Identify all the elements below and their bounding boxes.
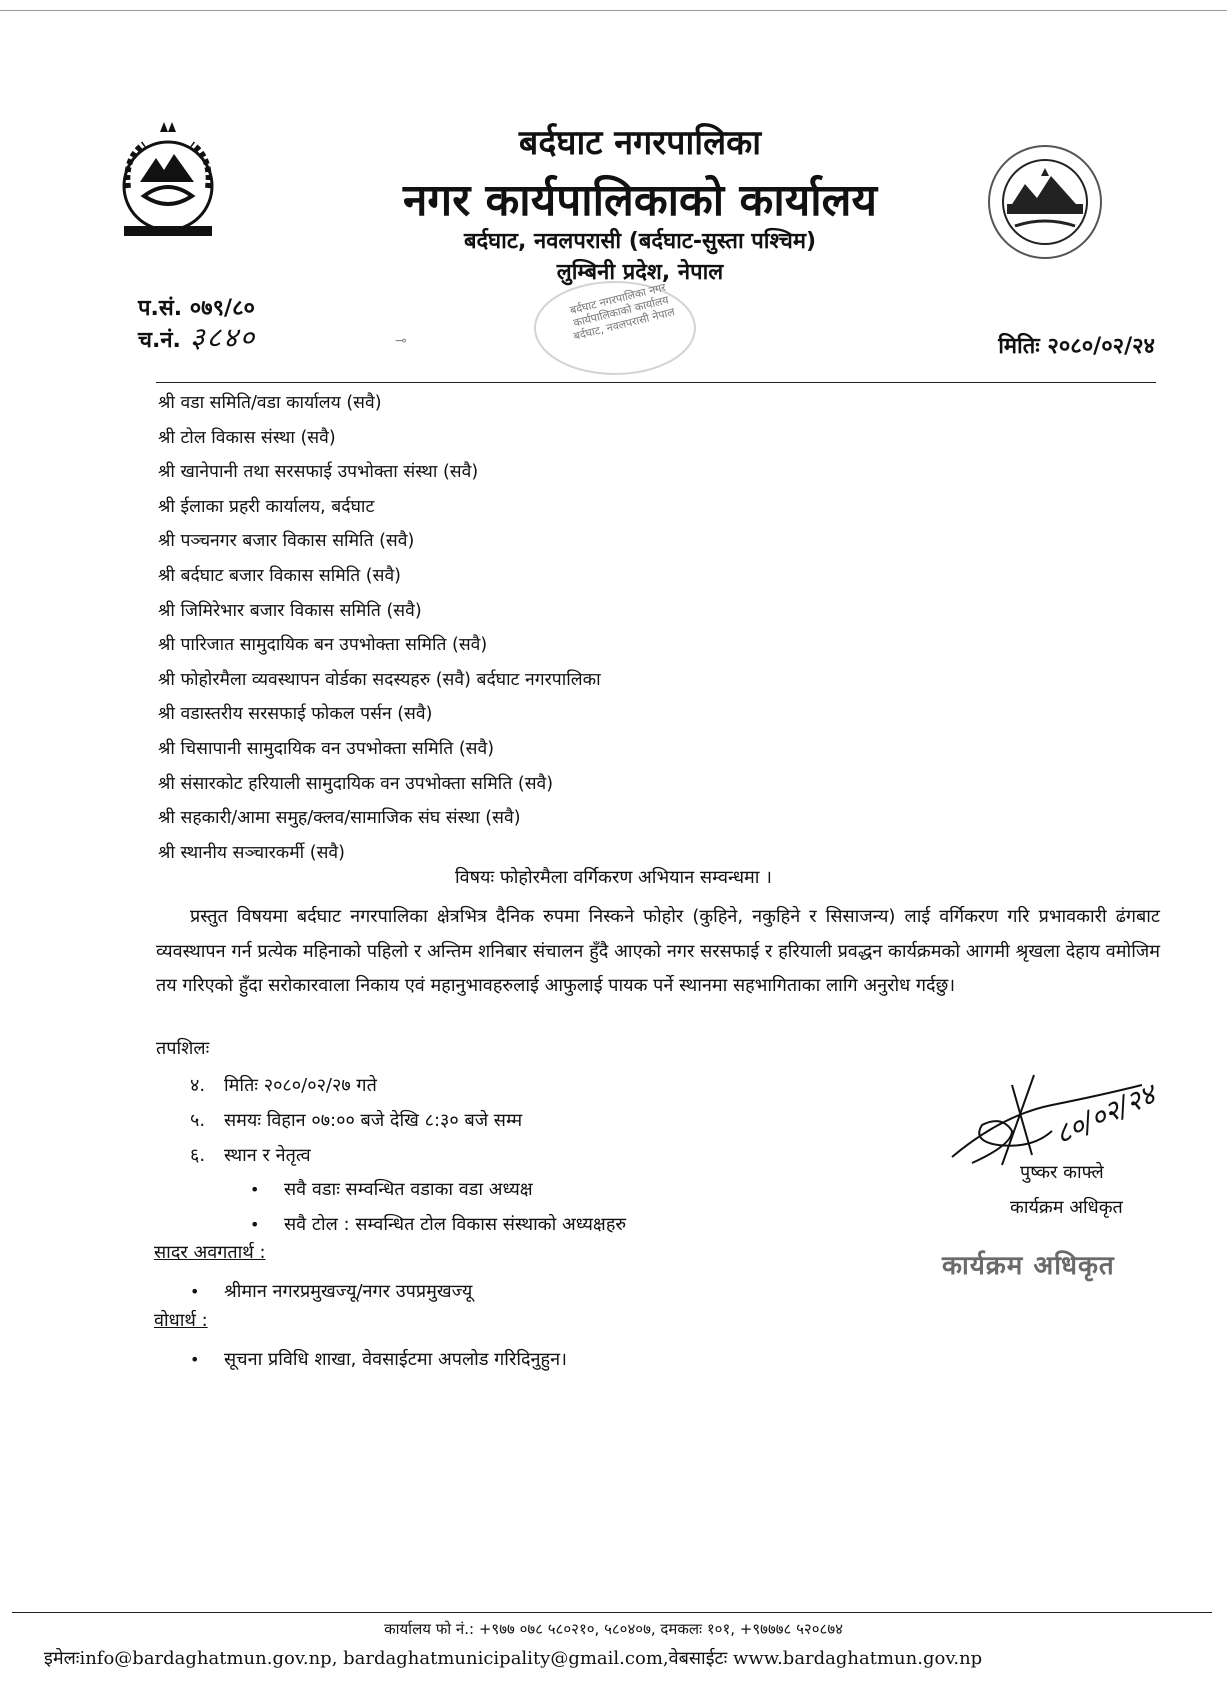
recipient-item: श्री स्थानीय सञ्चारकर्मी (सवै)	[158, 842, 345, 863]
schedule-list	[190, 1068, 522, 1173]
nepal-coat-of-arms-icon	[104, 118, 232, 246]
footer-divider	[12, 1612, 1212, 1613]
dispatch-number-label: च.नं.	[138, 328, 181, 353]
info-list	[190, 1342, 567, 1377]
bullet-icon: •	[250, 1180, 260, 1199]
cc-item-text: श्रीमान नगरप्रमुखज्यू/नगर उपप्रमुखज्यू	[224, 1281, 473, 1302]
bullet-icon: •	[190, 1282, 200, 1301]
schedule-item	[190, 1103, 522, 1138]
schedule-text: मितिः २०८०/०२/२७ गते	[224, 1075, 377, 1096]
location-leadership-text: सवै वडाः सम्वन्धित वडाका वडा अध्यक्ष	[284, 1179, 533, 1200]
recipient-item: श्री चिसापानी सामुदायिक वन उपभोक्ता समिति (सवै)	[158, 738, 495, 759]
recipient-item: श्री पञ्चनगर बजार विकास समिति (सवै)	[158, 531, 415, 552]
recipient-item: श्री वडास्तरीय सरसफाई फोकल पर्सन (सवै)	[158, 704, 433, 725]
office-address: बर्दघाट, नवलपरासी (बर्दघाट-सुस्ता पश्चिम)	[463, 229, 817, 254]
office-seal-text: बर्दघाट नगरपालिका नगर कार्यपालिकाको कार्यालय बर्दघाट, नवलपरासी नेपाल	[568, 280, 677, 343]
info-heading: वोधार्थ :	[154, 1310, 208, 1331]
schedule-text: समयः विहान ०७:०० बजे देखि ८:३० बजे सम्म	[224, 1110, 523, 1131]
designation-stamp: कार्यक्रम अधिकृत	[942, 1251, 1115, 1281]
recipient-item: श्री वडा समिति/वडा कार्यालय (सवै)	[158, 393, 382, 413]
info-item-text: सूचना प्रविधि शाखा, वेवसाईटमा अपलोड गरिदिनुहुन।	[224, 1349, 567, 1370]
letter-subject: विषयः फोहोरमैला वर्गिकरण अभियान सम्वन्धमा ।	[454, 867, 772, 888]
bullet-icon: •	[190, 1350, 200, 1369]
dispatch-number-handwritten: ३८४०	[190, 321, 257, 354]
recipient-item: श्री टोल विकास संस्था (सवै)	[158, 427, 336, 448]
recipient-item: श्री बर्दघाट बजार विकास समिति (सवै)	[158, 565, 401, 586]
info-item	[190, 1342, 567, 1377]
signature-date: ८०/०२/२४	[1049, 1077, 1161, 1151]
signer-title: कार्यक्रम अधिकृत	[1010, 1197, 1123, 1218]
location-leadership-item	[250, 1207, 626, 1242]
bullet-icon: •	[250, 1215, 260, 1234]
signer-name: पुष्कर काफ्ले	[1020, 1162, 1104, 1183]
recipient-item: श्री पारिजात सामुदायिक बन उपभोक्ता समिति (सवै)	[158, 635, 488, 656]
location-leadership-text: सवै टोल : सम्वन्धित टोल विकास संस्थाको अध्यक्षहरु	[284, 1214, 627, 1235]
letter-date: मितिः २०८०/०२/२४	[998, 334, 1155, 359]
letter-body: प्रस्तुत विषयमा बर्दघाट नगरपालिका क्षेत्रभित्र दैनिक रुपमा निस्कने फोहोर (कुहिने, नकुहिने र सिसाजन्य) लाई वर्गिकरण गरि प्रभावकारी ढंगबाट व्यवस्थापन गर्न प्रत्येक महिनाको पहिलो र अन्तिम शनिबार संचालन हुँदै आएको नगर सरसफाई र हरियाली प्रवद्धन कार्यक्रमको आगमी श्रृखला देहाय वमोजिम तय गरिएको हुँदा सरोकारवाला निकाय एवं महानुभावहरुलाई आफुलाई पायक पर्ने स्थानमा सहभागिताका लागि अनुरोध गर्दछु।	[156, 906, 1160, 996]
schedule-text: स्थान र नेतृत्व	[224, 1145, 311, 1166]
municipality-logo-icon	[985, 142, 1105, 262]
recipient-item: श्री ईलाका प्रहरी कार्यालय, बर्दघाट	[158, 496, 375, 517]
schedule-number: ४.	[190, 1075, 206, 1096]
municipality-name: बर्दघाट नगरपालिका	[518, 123, 762, 163]
schedule-number: ५.	[190, 1110, 206, 1131]
recipient-item: श्री संसारकोट हरियाली सामुदायिक वन उपभोक्ता समिति (सवै)	[158, 773, 554, 794]
footer-contact: इमेलःinfo@bardaghatmun.gov.np, bardaghatmunicipality@gmail.com,वेबसाईटः www.bardaghatmun.gov.np	[44, 1648, 983, 1669]
schedule-item	[190, 1138, 522, 1173]
cc-heading: सादर अवगतार्थ :	[154, 1242, 266, 1263]
recipient-item: श्री फोहोरमैला व्यवस्थापन वोर्डका सदस्यहरु (सवै) बर्दघाट नगरपालिका	[158, 669, 601, 690]
cc-list	[190, 1274, 472, 1309]
cc-item	[190, 1274, 472, 1309]
schedule-number: ६.	[190, 1145, 206, 1166]
office-name: नगर कार्यपालिकाको कार्यालय	[403, 175, 877, 226]
schedule-item	[190, 1068, 522, 1103]
header-divider	[156, 382, 1156, 383]
footer-phone: कार्यालय फो नं.: +९७७ ०७८ ५८०२१०, ५८०४०७, दमकलः १०१, +९७७७८ ५२०८७४	[384, 1620, 843, 1638]
scan-edge-line	[0, 10, 1227, 11]
details-heading: तपशिलः	[156, 1038, 210, 1059]
scan-speck: ⊸	[395, 333, 407, 349]
location-leadership-list	[250, 1172, 626, 1242]
location-leadership-item	[250, 1172, 626, 1207]
office-province: लुम्बिनी प्रदेश, नेपाल	[556, 260, 724, 285]
recipient-item: श्री खानेपानी तथा सरसफाई उपभोक्ता संस्था (सवै)	[158, 462, 479, 483]
handwritten-signature	[942, 1045, 1182, 1175]
recipient-list	[158, 386, 601, 870]
letter-reference-number: प.सं. ०७९/८०	[138, 296, 255, 321]
recipient-item: श्री सहकारी/आमा समुह/क्लव/सामाजिक संघ संस्था (सवै)	[158, 808, 521, 829]
recipient-item: श्री जिमिरेभार बजार विकास समिति (सवै)	[158, 600, 422, 621]
